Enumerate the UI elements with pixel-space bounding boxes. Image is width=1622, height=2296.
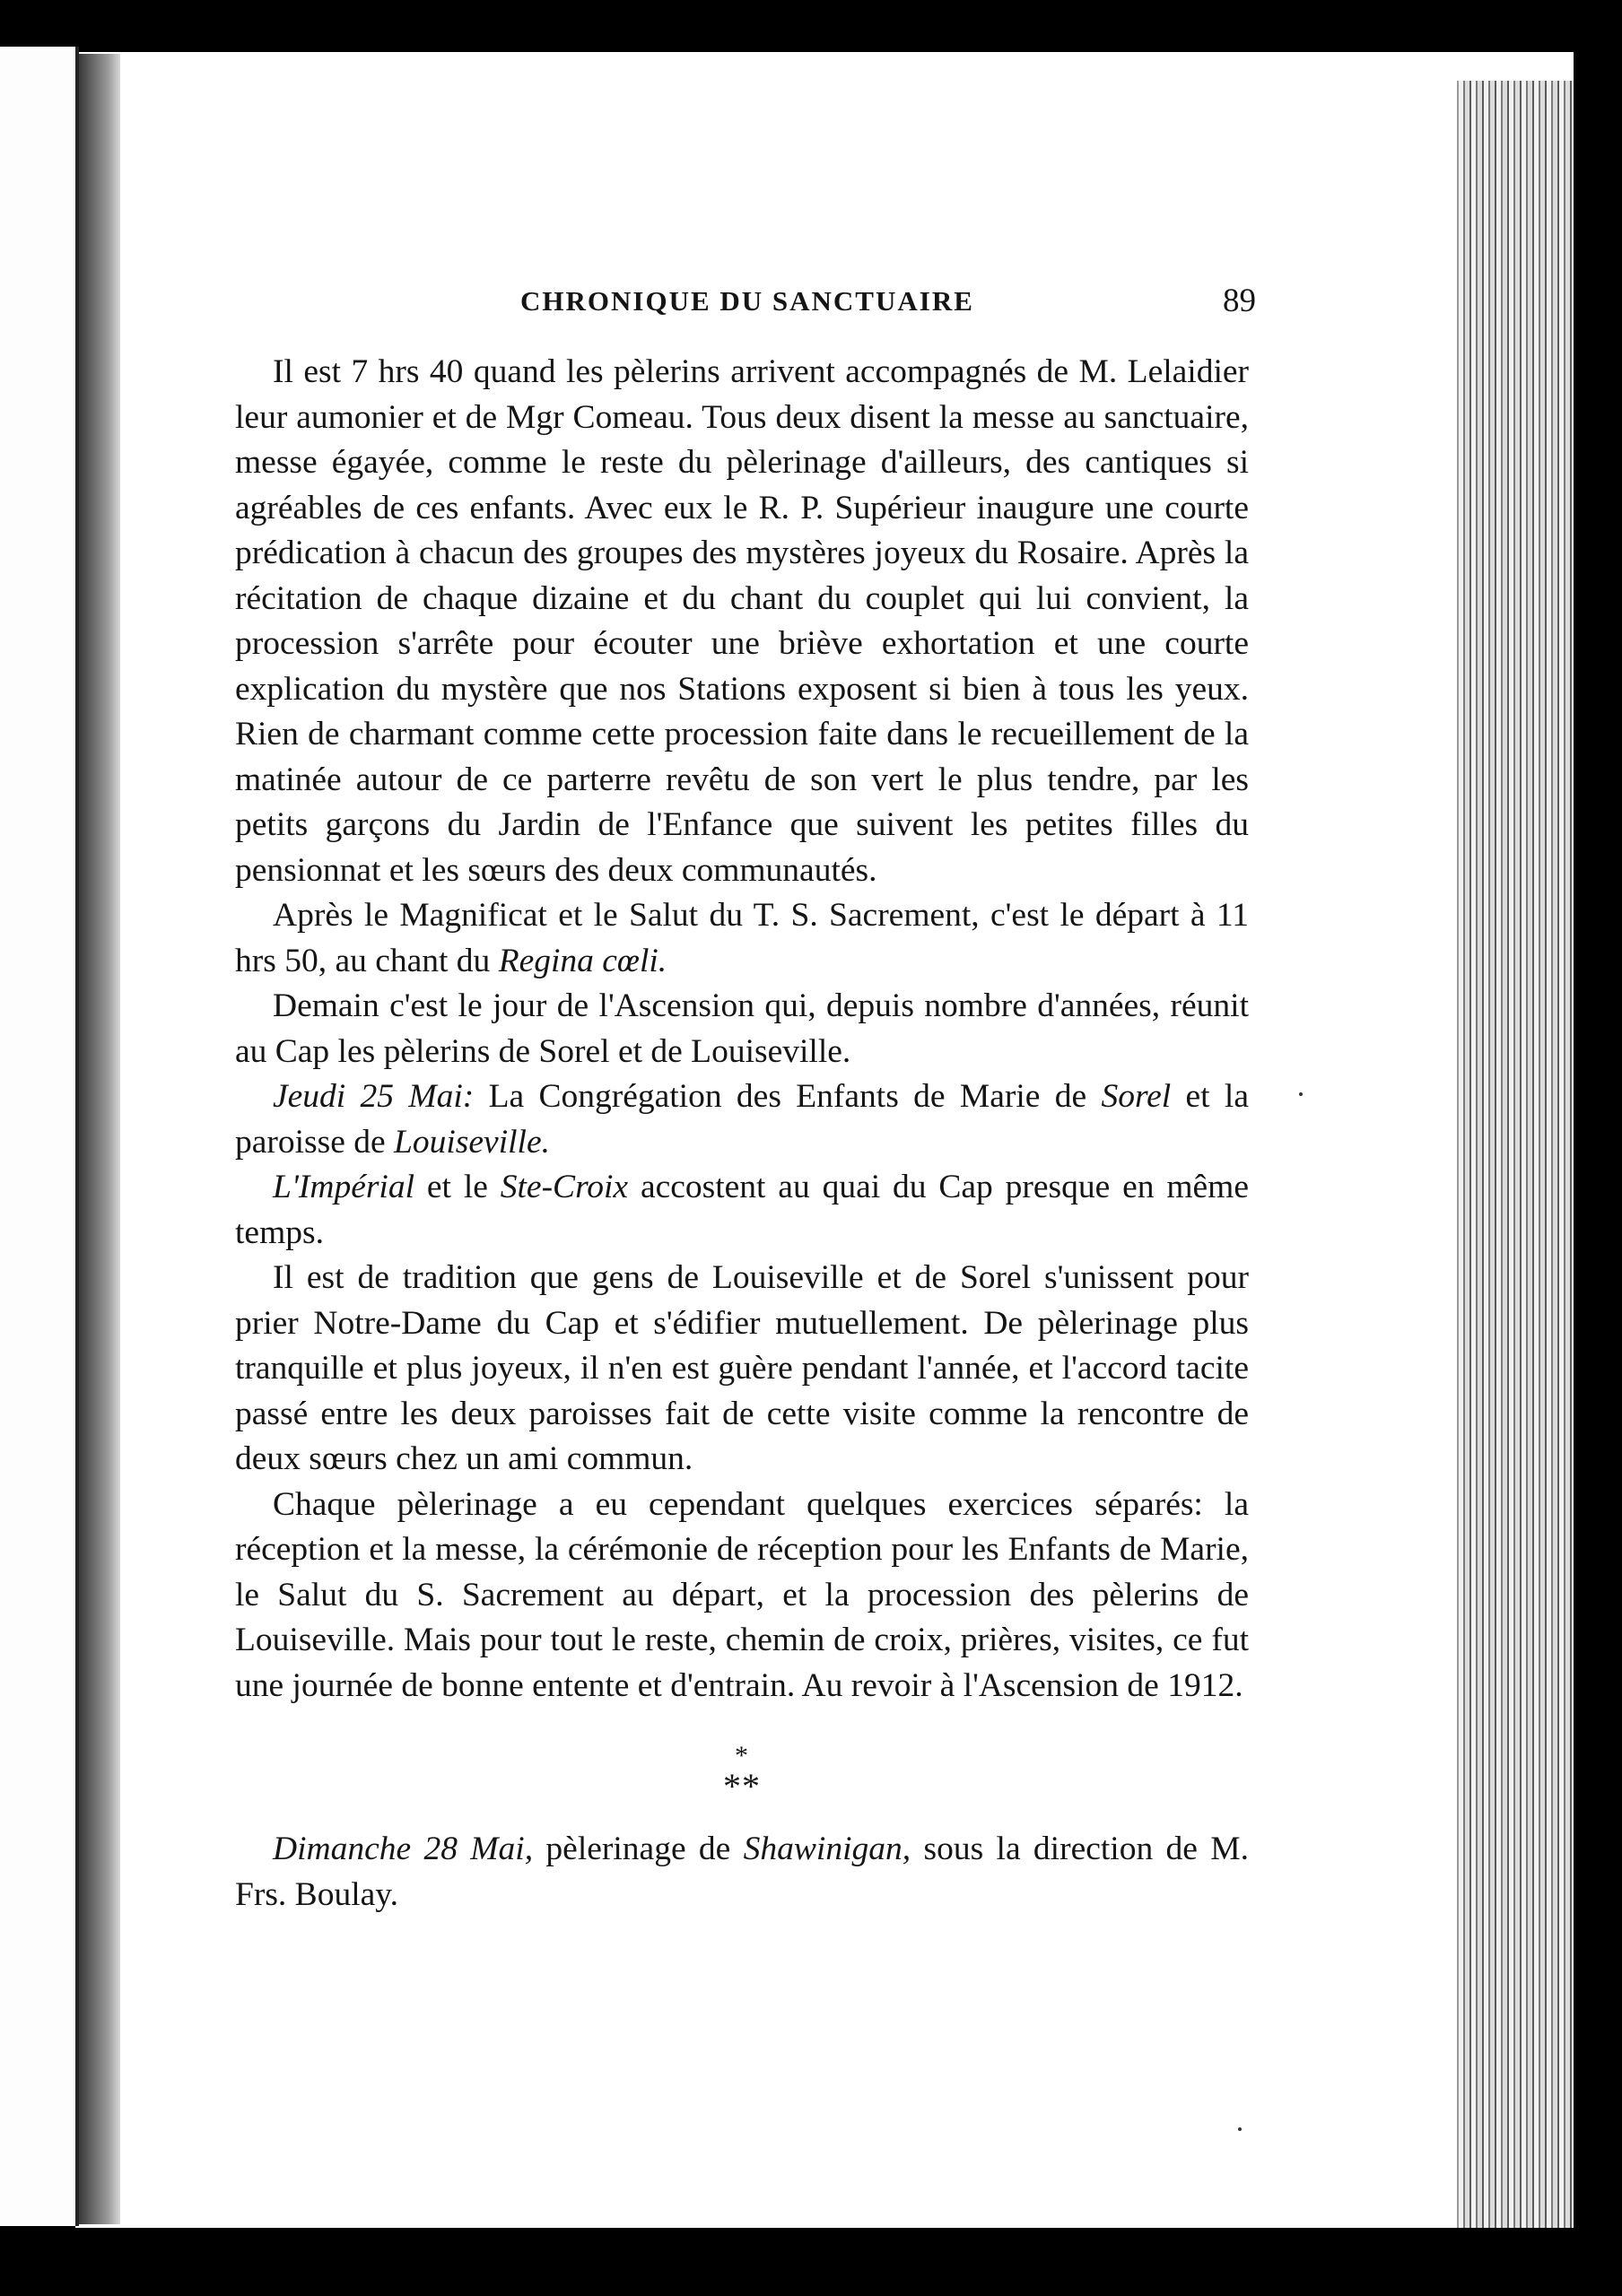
text-run: et la paroisse de [235, 1078, 1249, 1161]
asterism-bottom: ** [723, 1766, 761, 1807]
closing-paragraph-container [235, 1827, 1249, 1918]
stacked-page-edges [1457, 81, 1575, 2251]
italic-text-run: Jeudi 25 Mai: [273, 1078, 475, 1115]
scan-speck [1299, 1092, 1303, 1096]
body-paragraph [235, 350, 1249, 893]
text-run: La Congrégation des Enfants de Marie de [474, 1078, 1102, 1115]
body-paragraph [235, 1483, 1249, 1709]
italic-text-run: Ste-Croix [500, 1169, 629, 1205]
text-run: pèlerinage de [533, 1831, 744, 1868]
italic-text-run: Sorel [1101, 1078, 1172, 1115]
scan-border-bottom [75, 2228, 1574, 2296]
body-paragraph [235, 1256, 1249, 1483]
facing-page-edge [0, 47, 79, 2226]
book-gutter-shadow [79, 54, 120, 2224]
text-run: Il est de tradition que gens de Louiseville et de Sorel s'unissent pour prier Notre-Dame du Cap et s'édifier mutuellement. De pèlerinage plus tranquille et plus joyeux, il n'en est guère pendant l'année, et l'accord tacite passé entre les deux paroisses fait de cette visite comme la rencontre de deux sœurs chez un ami commun. [235, 1259, 1249, 1477]
italic-text-run: Louiseville. [394, 1123, 550, 1161]
body-paragraph [235, 893, 1249, 984]
closing-paragraph [235, 1827, 1249, 1918]
text-run: Chaque pèlerinage a eu cependant quelques exercices séparés: la réception et la messe, la cérémonie de réception pour les Enfants de Marie, le Salut du S. Sacrement au départ, et la procession des pèlerins de Louiseville. Mais pour tout le reste, chemin de croix, prières, visites, ce fut une journée de bonne entente et d'entrain. Au revoir à l'Ascension de 1912. [235, 1485, 1249, 1704]
text-run: Après le Magnificat et le Salut du T. S. Sacrement, c'est le départ à 11 hrs 50, au chant du [235, 897, 1249, 979]
body-paragraph [235, 984, 1249, 1074]
italic-text-run: L'Impérial [273, 1169, 415, 1205]
running-header [242, 285, 1256, 325]
body-paragraph [235, 1074, 1249, 1165]
scan-border-top [75, 0, 1574, 52]
italic-text-run: Shawinigan, [743, 1831, 911, 1868]
text-run: Demain c'est le jour de l'Ascension qui, depuis nombre d'années, réunit au Cap les pèlerins de Sorel et de Louiseville. [235, 987, 1249, 1070]
paragraph-list [235, 350, 1249, 1709]
asterism-separator [235, 1734, 1249, 1832]
scan-speck [1238, 2127, 1242, 2131]
page-number: 89 [1223, 283, 1256, 319]
text-run: Il est 7 hrs 40 quand les pèlerins arrivent accompagnés de M. Lelaidier leur aumonier et de Mgr Comeau. Tous deux disent la messe au sanctuaire, messe égayée, comme le reste du pèlerinage d'ailleurs, des cantiques si agréables de ces enfants. Avec eux le R. P. Supérieur inaugure une courte prédication à chacun des groupes des mystères joyeux du Rosaire. Après la récitation de chaque dizaine et du chant du couplet qui lui convient, la procession s'arrête pour écouter une briève exhortation et une courte explication du mystère que nos Stations exposent si bien à tous les yeux. Rien de charmant comme cette procession faite dans le recueillement de la matinée autour de ce parterre revêtu de son vert le plus tendre, par les petits garçons du Jardin de l'Enfance que suivent les petites filles du pensionnat et les sœurs des deux communautés. [235, 353, 1249, 889]
text-run: et le [414, 1169, 501, 1205]
italic-text-run: Dimanche 28 Mai, [273, 1831, 534, 1868]
body-paragraph [235, 1165, 1249, 1256]
running-title: CHRONIQUE DU SANCTUAIRE [520, 285, 974, 317]
body-text [235, 350, 1249, 1918]
scan-border-right [1574, 0, 1622, 2296]
text-run: accostent au quai du Cap presque en même temps. [235, 1169, 1249, 1251]
asterism-top: * [735, 1741, 749, 1770]
italic-text-run: Regina cœli. [498, 942, 667, 979]
text-run: sous la direction de M. Frs. Boulay. [235, 1831, 1250, 1913]
